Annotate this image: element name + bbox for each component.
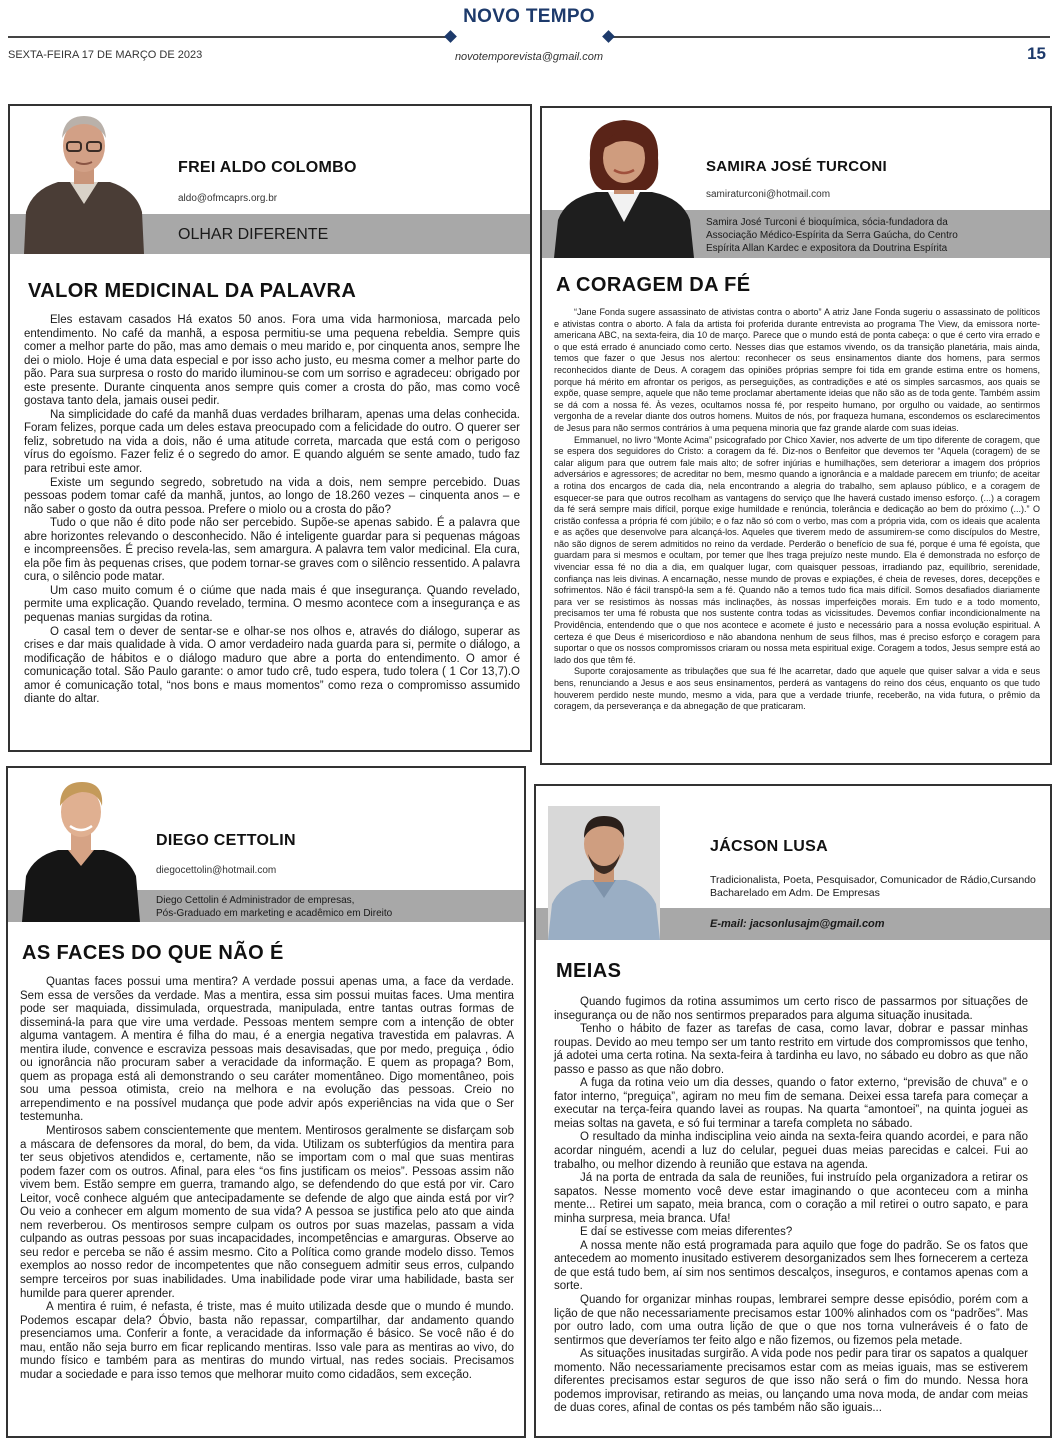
- paragraph: Na simplicidade do café da manhã duas verdades brilharam, apenas uma delas conhecida. Foram felizes, porque cada um deles estava preocupado com a felicidade do outro. O querer ser feliz, sobretudo na vida a dois, não é uma atitude correta, marcada que está com o perigoso vírus do egoísmo. Fazer feliz é o segredo do amor. E quando alguém se sente amado, tudo faz para retribui este amor.: [24, 408, 520, 476]
- paragraph: Suporte corajosamente as tribulações que sua fé lhe acarretar, dado que aquele que quiser salvar a vida e seus bens, renunciando a Jesus e aos seus ensinamentos, perderá as vantagens do reino dos céus, enquanto os que tudo houverem perdido neste mundo, mesmo a vida, para que a verdade triunfe, receberão, na vida futura, o prêmio da coragem, da perseverança e da abnegação de que praticaram.: [554, 666, 1040, 712]
- paragraph: Quantas faces possui uma mentira? A verdade possui apenas uma, a face da verdade. Sem essa de versões da verdade. Mas a mentira, essa sim possui muitas faces. Uma mentira pode ser maquiada, dissimulada, orquestrada, manipulada, entre tantas outras formas de disseminá-la para que vire uma verdade. Pessoas mentem sempre com a intenção de obter alguma vantagem. A mentira é filha do mau, é a energia negativa travestida em palavras. A mentira ilude, convence e escraviza pessoas mais desavisadas, que por medo, preguiça , ódio ou ignorância não procuram saber a veracidade da informação. E quem as propaga? Bom, quem as propaga está ali demonstrando o seu caráter momentâneo. Digo momentâneo, pois sou uma pessoa otimista, creio na melhora e na evolução das pessoas. Creio no arrependimento e na possível mudança que pode advir após experiências na vida que o Ser testemunha.: [20, 976, 514, 1124]
- author-photo: [24, 108, 144, 254]
- author-email[interactable]: E-mail: jacsonlusajm@gmail.com: [710, 918, 885, 930]
- paragraph: Eles estavam casados Há exatos 50 anos. Fora uma vida harmoniosa, marcada pelo entendimento. No café da manhã, a esposa permitiu-se uma pequena rebeldia. Sempre quis comer a melhor parte do pão, mas amo demais o meu marido e, por cinquenta anos, sempre lhe dei o miolo. Hoje é uma data especial e por isso acho justo, eu mesma comer a melhor parte do pão. Para sua surpresa o rosto do marido iluminou-se com um sorriso e agradeceu: obrigado por este presente. Durante cinquenta anos sempre quis comer a crosta do pão, mas como você gostava tanto dela, jamais ousei pedir.: [24, 314, 520, 408]
- paragraph: “Jane Fonda sugere assassinato de ativistas contra o aborto” A atriz Jane Fonda sugeriu o assassinato de políticos e ativistas contra o aborto. A fala da artista foi proferida durante entrevista ao programa The View, da emissora norte-americana ABC, na sexta-feira, dia 10 de março. Parece que o mundo está de ponta cabeça: o que é certo vira errado e o que está errado é anunciado como certo. Nesses dias que estamos vivendo, os da transição planetária, mais ainda, temos que fazer o que Jesus nos alertou: reconhecer os seus ensinamentos diante dos homens, para sermos reconhecidos diante de Deus. A coragem das opiniões próprias sempre foi tida em grande estima entre os homens, porque há mérito em afrontar os perigos, as perseguições, as contradições e até os simples sarcasmos, aos quais se expõe, quase sempre, aquele que não teme proclamar abertamente ideias que não são as de toda gente. Também assim se dá com a nossa fé. Às vezes, ocultamos nossa fé, por respeito humano, por orgulho ou vaidade, ao sentirmos vergonha de a revelar diante dos outros homens. Muitos de nós, por fraqueza humana, escondemos os esclarecimentos de Jesus para não sermos contrários à uma pequena minoria que faz grande alarde com suas ideias.: [554, 307, 1040, 433]
- article-title: AS FACES DO QUE NÃO É: [22, 942, 284, 964]
- author-bio-line-1: Tradicionalista, Poeta, Pesquisador, Comunicador de Rádio,Cursando: [710, 874, 1036, 886]
- author-name: SAMIRA JOSÉ TURCONI: [706, 158, 887, 175]
- article-title: MEIAS: [556, 960, 622, 982]
- newspaper-email[interactable]: novotemporevista@gmail.com: [454, 51, 604, 63]
- article-title: VALOR MEDICINAL DA PALAVRA: [28, 280, 357, 302]
- author-bio: Samira José Turconi é bioquímica, sócia-fundadora da Associação Médico-Espírita da Serra Gaúcha, do Centro Espírita Allan Kardec e expositora da Doutrina Espírita: [706, 217, 958, 254]
- paragraph: Quando for organizar minhas roupas, lembrarei sempre desse episódio, porém com a lição de que não necessariamente precisamos estar 100% alinhados com os “padrões”. Mas por outro lado, com uma outra lição de que o que nos torna vulneráveis é o fato de sentirmos que deveríamos ter feito algo e não fizemos, ou fizemos pela metade.: [554, 1294, 1028, 1347]
- header-rule-left: [8, 36, 452, 38]
- article-body: [24, 314, 520, 707]
- header-rule-right: [606, 36, 1050, 38]
- article-title: A CORAGEM DA FÉ: [556, 274, 751, 296]
- paragraph: Tenho o hábito de fazer as tarefas de casa, como lavar, dobrar e passar minhas roupas. Devido ao meu tempo ser um tanto restrito em virtude dos compromissos que tenho, já adotei uma certa rotina. Na sexta-feira à tardinha eu lavo, no sábado eu dobro as que não passo e passo as que não dobro.: [554, 1023, 1028, 1076]
- paragraph: A mentira é ruim, é nefasta, é triste, mas é muito utilizada desde que o mundo é mundo. Podemos escapar dela? Óbvio, basta não repassar, compartilhar, dar andamento quando presenciamos uma. Conferir a fonte, a veracidade da informação é básico. Se você não é do mau, então não seja burro em ficar replicando mentiras. Isso vale para as mentiras ao vivo, do mundo físico e também para as mentiras do mundo virtual, nas redes sociais. Precisamos mudar a sociedade e para isso temos que melhorar muito como cidadãos, sem exceção.: [20, 1301, 514, 1381]
- paragraph: As situações inusitadas surgirão. A vida pode nos pedir para tirar os sapatos a qualquer momento. Não necessariamente precisamos estar com as meias iguais, mas se estiverem diferentes precisamos estar seguros de que isso não será o fim do mundo. Nessa hora podemos improvisar, retirando as meias, ou lançando uma nova moda, de andar com meias de duas cores, afinal de contas os pés também não são iguais...: [554, 1348, 1028, 1415]
- portrait-icon: [24, 108, 144, 254]
- article-body: [20, 976, 514, 1382]
- paragraph: E daí se estivesse com meias diferentes?: [580, 1226, 793, 1239]
- author-photo: [554, 112, 694, 258]
- author-name: JÁCSON LUSA: [710, 838, 828, 855]
- paragraph: Mentirosos sabem conscientemente que mentem. Mentirosos geralmente se disfarçam sob a máscara de defensores da moral, do bem, da vida. Utilizam os subterfúgios da mentira para ter seus objetivos atendidos e, certamente, não se importam com o mal que suas mentiras podem fazer com os outros. Afinal, para eles “os fins justificam os meios”. Pessoas assim não vivem bem. Estão sempre em guerra, tramando algo, se defendendo do que está por vir. Caro Leitor, você conhece alguém que antecipadamente se defende de algo que ainda está por vir? Ou veio a conhecer em algum momento de sua vida? A pessoa se justifica pelo ato que ainda nem reverberou. Os mentirosos sempre culpam os outros por suas mazelas, passam a vida culpando as outras pessoas por suas incapacidades, incompetências e amarguras. Observe ao seu redor e perceba se não é assim mesmo. Cito a Política como grande modelo disso. Temos exemplos ao nosso redor de incompetentes que não conseguem admitir seus erros, culpando sempre terceiros por suas inabilidades. Uma inabilidade pode virar uma habilidade, basta ser humilde para querer aprender.: [20, 1125, 514, 1300]
- article-box-samira: [540, 106, 1052, 765]
- author-email[interactable]: samiraturconi@hotmail.com: [706, 189, 831, 200]
- portrait-icon: [554, 112, 694, 258]
- newspaper-title: NOVO TEMPO: [463, 6, 595, 27]
- author-photo: [22, 772, 140, 922]
- article-body: [554, 996, 1028, 1416]
- article-box-jacson: [534, 784, 1052, 1438]
- page-number: 15: [1027, 44, 1046, 63]
- paragraph: Um caso muito comum é o ciúme que nada mais é que insegurança. Quando revelado, permite uma explicação. Quando revelado, termina. O mesmo acontece com a insegurança e as pequenas manias surgidas da rotina.: [24, 584, 520, 625]
- paragraph: A fuga da rotina veio um dia desses, quando o fator externo, “previsão de chuva” e o fator interno, “preguiça”, agiram no meu fim de semana. Deixei essa tarefa para começar a executar na terça-feira quando lavei as roupas. Na quarta “amontoei”, na quinta joguei as meias soltas na gaveta, e só fui terminar a tarefa completa no sábado.: [554, 1077, 1028, 1130]
- header-diamond-left: [444, 30, 457, 43]
- column-name: OLHAR DIFERENTE: [178, 226, 329, 243]
- paragraph: Quando fugimos da rotina assumimos um certo risco de passarmos por situações de insegurança ou de não nos sentirmos preparados para alguma situação inusitada.: [554, 996, 1028, 1022]
- author-bio-line-2: Pós-Graduado em marketing e acadêmico em Direito: [156, 908, 393, 919]
- paragraph: O resultado da minha indisciplina veio ainda na sexta-feira quando acordei, e para não acordar ninguém, acendi a luz do celular, peguei duas meias parecidas e calcei. Fui ao trabalho, ou melhor dizendo à reunião que estava na agenda.: [554, 1131, 1028, 1171]
- paragraph: Emmanuel, no livro “Monte Acima” psicografado por Chico Xavier, nos adverte de um tipo diferente de coragem, que se espera dos seguidores do Cristo: a coragem da fé. Diz-nos o Benfeitor que devemos ter “Aquela (coragem) de se calar aligum para que outrem fale mais alto; de sofrer injúrias e humilhações, sem deteriorar a imagem dos próprios adversários e agressores; de acreditar no bem, mesmo quando a ignorância e a maldade parecem em triunfo; de aceitar a rotina dos encargos de cada dia, nela encontrando a alegria do trabalho, sem aplauso público, e a coragem de esquecer-se para que outros recolham as vantagens do serviço que lhe haverá custado imenso esforço. (...) a coragem da fé será sempre mais difícil, porque exige humildade e renúncia, tolerância e dedicação ao bem do próximo (...).” O cristão confessa a própria fé com júbilo; e o faz não só com o verbo, mas com a própria vida, com os ideais que acalenta e as ações que desenvolve para alcançá-los. Aqueles que tiverem medo de assumirem-se como discípulos do Mestre, não são dignos de serem admitidos no reino da verdade. Perderão o benefício de sua fé, porque é uma fé egoísta, que guardam para si mesmos e ocultam, por temer que lhes traga prejuízo neste mundo. Ela é demonstrada no esforço de vivenciar essa fé no dia a dia, em qualquer lugar, com quaisquer pessoas, irradiando paz, equilíbrio, serenidade, confiança nas leis divinas. A encarnação, nesse mundo de provas e expiações, é cheia de reveses, dores, decepções e sofrimentos. Não é fácil transpô-la sem a fé. Quando não a temos tudo fica mais difícil. Somos desafiados diariamente para ver se resistimos às nossas más inclinações, às nossas imperfeições morais. Em tudo e a todo momento, precisamos ter uma fé robusta que nos sustente contra todas as vicissitudes. Devemos confiar incondicionalmente na Providência, entendendo que o que nos acontece e acomete é justo e necessário para a nossa evolução espiritual. A certeza é que Deus é misericordioso e não abandona nenhum de seus filhos, mas é preciso esforço e coragem para suportar o que os nossos compromissos criaram ou nossa meta espiritual exige. Coragem a todos, Jesus sempre está ao lado dos que têm fé.: [554, 434, 1040, 665]
- header-diamond-right: [602, 30, 615, 43]
- article-box-diego: [6, 766, 526, 1438]
- author-email[interactable]: diegocettolin@hotmail.com: [156, 865, 277, 876]
- article-box-aldo: [8, 104, 532, 752]
- paragraph: O casal tem o dever de sentar-se e olhar-se nos olhos e, através do diálogo, superar as crises e dar mais qualidade à vida. O amor verdadeiro nada guarda para si, permite o diálogo, a modificação de hábitos e o diálogo maduro que abre a porta do entendimento. O amor é comunicação total. São Paulo garante: o amor tudo crê, tudo espera, tudo tolera ( 1 Cor 13,7).O amor é comunicação total, “nos bons e maus momentos” como reza o compromisso assumido diante do altar.: [24, 625, 520, 706]
- article-body: [554, 307, 1040, 713]
- paragraph: A nossa mente não está programada para aquilo que foge do padrão. Se os fatos que antecedem ao momento inusitado estiverem desorganizados sem lhes fornecerem a certeza de que está tudo bem, aí sim nos sentimos descalços, inseguros, e contamos apenas com a sorte.: [554, 1239, 1028, 1293]
- author-name: FREI ALDO COLOMBO: [178, 159, 357, 176]
- portrait-icon: [548, 806, 660, 940]
- paragraph: Tudo o que não é dito pode não ser percebido. Supõe-se apenas sabido. É a palavra que abre horizontes relevando o desconhecido. Não é inteligente guardar para si pequenas mágoas e incompreensões. É preciso revela-las, sem amargura. A palavra tem valor medicinal. Ela cura, ela põe fim às pequenas crises, que podem tornar-se graves com o silêncio ressentido. A palavra cura, o silêncio pode matar.: [24, 517, 520, 584]
- author-photo: [548, 806, 660, 940]
- issue-date: SEXTA-FEIRA 17 DE MARÇO DE 2023: [8, 49, 203, 61]
- portrait-icon: [22, 772, 140, 922]
- author-email[interactable]: aldo@ofmcaprs.org.br: [178, 193, 278, 204]
- author-bio-line-1: Diego Cettolin é Administrador de empresas,: [156, 895, 355, 906]
- author-bio-line-2: Bacharelado em Adm. De Empresas: [710, 887, 880, 899]
- paragraph: Já na porta de entrada da sala de reuniões, fui instruído pela organizadora a retirar os sapatos. Nesse momento você deve estar imaginando o que aconteceu com a minha mente... Retirei um sapato, meia branca, com o coração a mil retirei o outro sapato, e para minha surpresa, meia branca. Ufa!: [554, 1172, 1028, 1225]
- paragraph: Existe um segundo segredo, sobretudo na vida a dois, nem sempre percebido. Duas pessoas podem tomar café da manhã, juntos, ao longo de 18.260 vezes – cinquenta anos – e não saber o gosto da outra pessoa. Prefere o miolo ou a crosta do pão?: [24, 476, 520, 516]
- author-name: DIEGO CETTOLIN: [156, 832, 296, 849]
